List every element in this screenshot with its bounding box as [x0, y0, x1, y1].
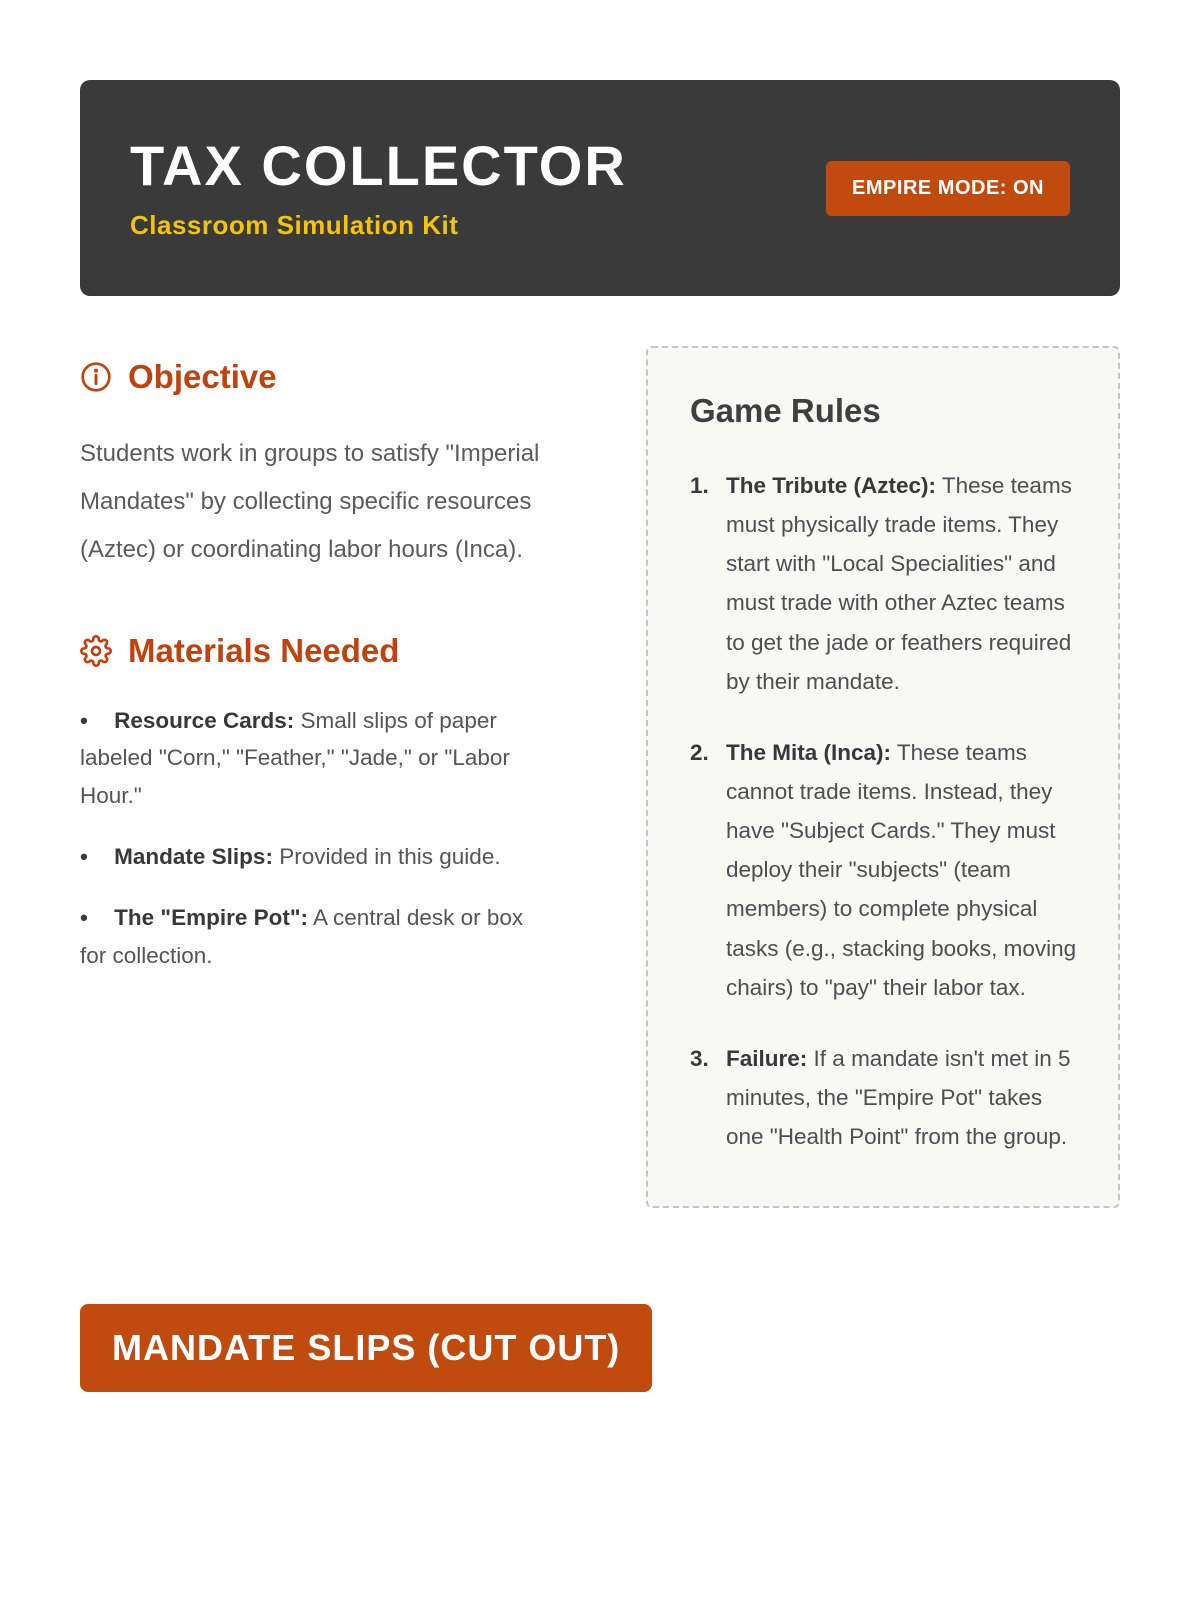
rule-item-label: Failure:: [726, 1045, 808, 1071]
rule-item-text: These teams cannot trade items. Instead, they have "Subject Cards." They must deploy their "subjects" (team members) to complete physical tasks (e.g., stacking books, moving chairs) to "pay" their labor tax.: [726, 739, 1077, 1000]
objective-heading: [80, 358, 590, 396]
materials-item-text: A central desk or box for collection.: [80, 905, 524, 968]
rules-heading: Game Rules: [690, 392, 881, 429]
materials-item-text: Small slips of paper labeled "Corn," "Feather," "Jade," or "Labor Hour.": [80, 708, 510, 808]
materials-heading-label: Materials Needed: [128, 632, 400, 669]
materials-item: [80, 702, 550, 814]
rule-item-text: If a mandate isn't met in 5 minutes, the "Empire Pot" takes one "Health Point" from the group.: [726, 1045, 1071, 1150]
gear-icon: [80, 635, 112, 667]
materials-item-label: Mandate Slips:: [114, 844, 273, 870]
content-columns: [80, 346, 1120, 1208]
materials-heading: [80, 632, 590, 670]
rule-item-text: These teams must physically trade items. They start with "Local Specialities" and must trade with other Aztec teams to get the jade or feathers required by their mandate.: [726, 473, 1072, 694]
rule-item-label: The Mita (Inca):: [726, 739, 892, 765]
materials-item: [80, 838, 550, 875]
objective-text: Students work in groups to satisfy "Imperial Mandates" by collecting specific resources (Aztec) or coordinating labor hours (Inca).: [80, 440, 540, 563]
materials-list: [80, 702, 550, 974]
game-rules-panel: [646, 346, 1120, 1208]
rules-list: [690, 466, 1080, 1156]
materials-item: [80, 899, 550, 974]
mandate-slips-banner: MANDATE SLIPS (CUT OUT): [80, 1304, 652, 1392]
header-card: [80, 80, 1120, 296]
rule-item-label: The Tribute (Aztec):: [726, 473, 937, 498]
info-icon: [80, 361, 112, 393]
rule-item: [690, 733, 1080, 1007]
materials-item-label: Resource Cards:: [114, 708, 295, 733]
rule-item: [690, 466, 1080, 701]
page-subtitle: Classroom Simulation Kit: [130, 210, 459, 241]
left-column: [80, 346, 590, 998]
materials-item-label: The "Empire Pot":: [114, 905, 309, 931]
header-titles: [130, 135, 627, 242]
rule-item: [690, 1039, 1080, 1156]
page-title: TAX COLLECTOR: [130, 133, 627, 197]
objective-heading-label: Objective: [128, 358, 277, 395]
empire-mode-toggle[interactable]: EMPIRE MODE: ON: [826, 161, 1070, 216]
materials-item-text: Provided in this guide.: [279, 844, 501, 870]
